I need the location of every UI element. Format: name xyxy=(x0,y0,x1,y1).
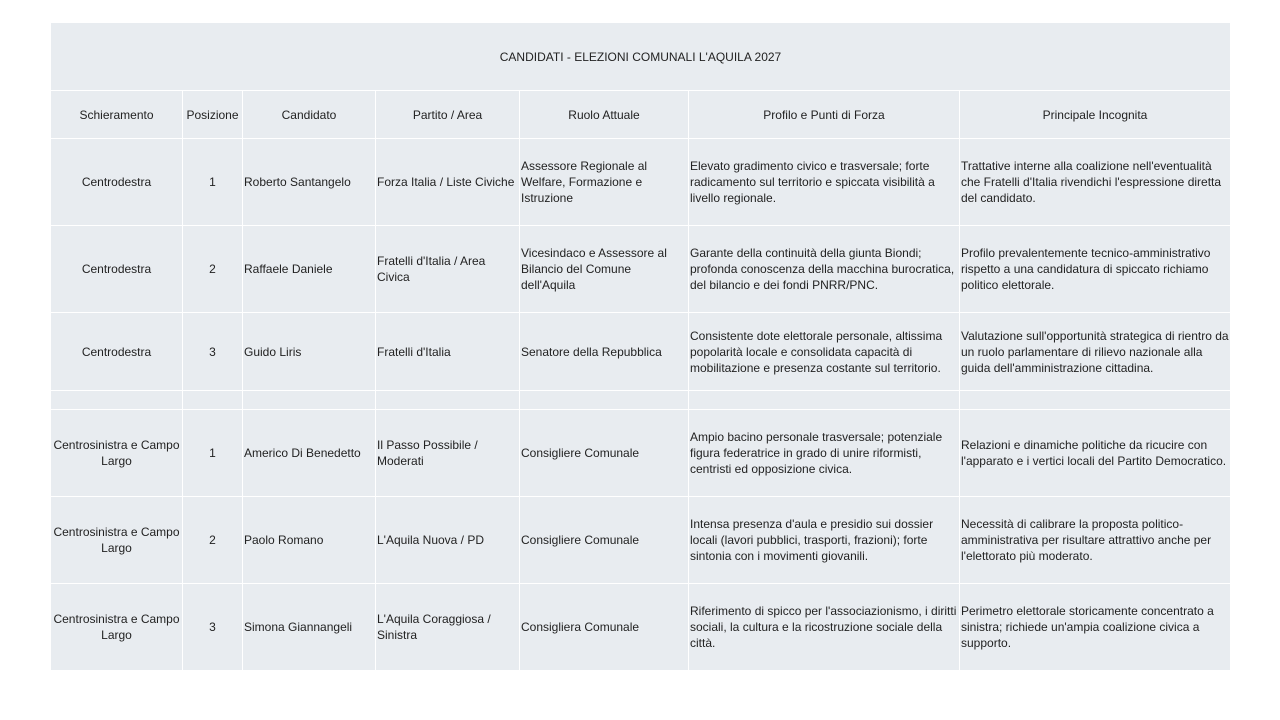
cell-posizione: 1 xyxy=(183,410,243,497)
header-ruolo: Ruolo Attuale xyxy=(520,91,689,139)
cell-ruolo: Consigliere Comunale xyxy=(520,410,689,497)
header-row xyxy=(51,91,1231,139)
cell-incognita: Trattative interne alla coalizione nell'eventualità che Fratelli d'Italia rivendichi l'espressione diretta del candidato. xyxy=(960,139,1231,226)
spacer-cell xyxy=(520,391,689,410)
cell-ruolo: Assessore Regionale al Welfare, Formazione e Istruzione xyxy=(520,139,689,226)
cell-posizione: 2 xyxy=(183,497,243,584)
spacer-cell xyxy=(689,391,960,410)
cell-schieramento: Centrosinistra e Campo Largo xyxy=(51,410,183,497)
cell-schieramento: Centrosinistra e Campo Largo xyxy=(51,584,183,671)
cell-profilo: Intensa presenza d'aula e presidio sui dossier locali (lavori pubblici, trasporti, frazioni); forte sintonia con i movimenti giovanili. xyxy=(689,497,960,584)
cell-incognita: Relazioni e dinamiche politiche da ricucire con l'apparato e i vertici locali del Partito Democratico. xyxy=(960,410,1231,497)
cell-posizione: 3 xyxy=(183,313,243,391)
cell-posizione: 2 xyxy=(183,226,243,313)
cell-partito: Fratelli d'Italia xyxy=(376,313,520,391)
cell-ruolo: Consigliera Comunale xyxy=(520,584,689,671)
cell-partito: Il Passo Possibile / Moderati xyxy=(376,410,520,497)
candidates-table-container xyxy=(50,22,1230,671)
table-row xyxy=(51,584,1231,671)
spacer-row xyxy=(51,391,1231,410)
cell-incognita: Perimetro elettorale storicamente concentrato a sinistra; richiede un'ampia coalizione civica a supporto. xyxy=(960,584,1231,671)
cell-schieramento: Centrosinistra e Campo Largo xyxy=(51,497,183,584)
header-incognita: Principale Incognita xyxy=(960,91,1231,139)
cell-schieramento: Centrodestra xyxy=(51,313,183,391)
cell-profilo: Ampio bacino personale trasversale; potenziale figura federatrice in grado di unire riformisti, centristi ed opposizione civica. xyxy=(689,410,960,497)
cell-partito: L'Aquila Nuova / PD xyxy=(376,497,520,584)
cell-posizione: 3 xyxy=(183,584,243,671)
title-row xyxy=(51,23,1231,91)
cell-schieramento: Centrodestra xyxy=(51,226,183,313)
cell-profilo: Riferimento di spicco per l'associazionismo, i diritti sociali, la cultura e la ricostruzione sociale della città. xyxy=(689,584,960,671)
cell-ruolo: Consigliere Comunale xyxy=(520,497,689,584)
header-posizione: Posizione xyxy=(183,91,243,139)
cell-candidato: Raffaele Daniele xyxy=(243,226,376,313)
table-row xyxy=(51,313,1231,391)
header-partito: Partito / Area xyxy=(376,91,520,139)
cell-partito: Fratelli d'Italia / Area Civica xyxy=(376,226,520,313)
spacer-cell xyxy=(51,391,183,410)
table-row xyxy=(51,497,1231,584)
header-candidato: Candidato xyxy=(243,91,376,139)
cell-candidato: Paolo Romano xyxy=(243,497,376,584)
cell-candidato: Simona Giannangeli xyxy=(243,584,376,671)
cell-candidato: Roberto Santangelo xyxy=(243,139,376,226)
cell-candidato: Americo Di Benedetto xyxy=(243,410,376,497)
cell-profilo: Elevato gradimento civico e trasversale; forte radicamento sul territorio e spiccata visibilità a livello regionale. xyxy=(689,139,960,226)
cell-incognita: Profilo prevalentemente tecnico-amministrativo rispetto a una candidatura di spiccato richiamo politico elettorale. xyxy=(960,226,1231,313)
cell-profilo: Consistente dote elettorale personale, altissima popolarità locale e consolidata capacità di mobilitazione e presenza costante sul territorio. xyxy=(689,313,960,391)
spacer-cell xyxy=(960,391,1231,410)
cell-posizione: 1 xyxy=(183,139,243,226)
table-row xyxy=(51,226,1231,313)
cell-profilo: Garante della continuità della giunta Biondi; profonda conoscenza della macchina burocratica, del bilancio e dei fondi PNRR/PNC. xyxy=(689,226,960,313)
candidates-table xyxy=(50,22,1231,671)
cell-partito: L'Aquila Coraggiosa / Sinistra xyxy=(376,584,520,671)
cell-ruolo: Vicesindaco e Assessore al Bilancio del Comune dell'Aquila xyxy=(520,226,689,313)
cell-incognita: Necessità di calibrare la proposta politico-amministrativa per risultare attrattivo anche per l'elettorato più moderato. xyxy=(960,497,1231,584)
spacer-cell xyxy=(183,391,243,410)
cell-schieramento: Centrodestra xyxy=(51,139,183,226)
header-schieramento: Schieramento xyxy=(51,91,183,139)
table-row xyxy=(51,410,1231,497)
cell-ruolo: Senatore della Repubblica xyxy=(520,313,689,391)
header-profilo: Profilo e Punti di Forza xyxy=(689,91,960,139)
spacer-cell xyxy=(243,391,376,410)
table-row xyxy=(51,139,1231,226)
cell-partito: Forza Italia / Liste Civiche xyxy=(376,139,520,226)
table-title: CANDIDATI - ELEZIONI COMUNALI L'AQUILA 2027 xyxy=(51,23,1231,91)
cell-candidato: Guido Liris xyxy=(243,313,376,391)
spacer-cell xyxy=(376,391,520,410)
cell-incognita: Valutazione sull'opportunità strategica di rientro da un ruolo parlamentare di rilievo nazionale alla guida dell'amministrazione cittadina. xyxy=(960,313,1231,391)
